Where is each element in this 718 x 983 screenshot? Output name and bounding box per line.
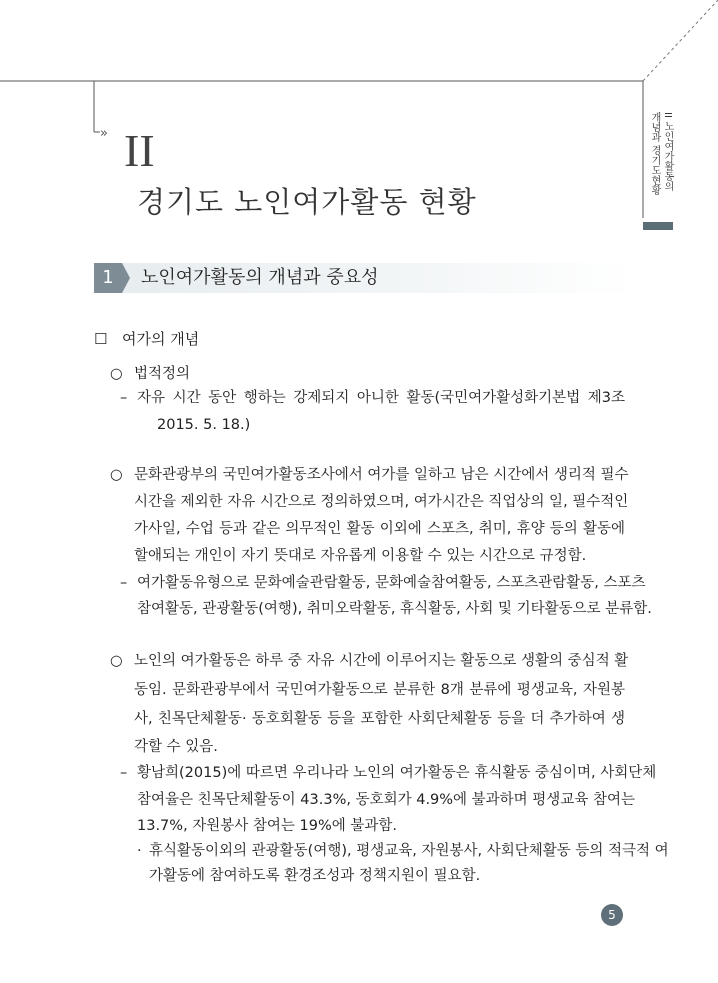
- heading-checkbox-marker: ☐: [94, 330, 108, 348]
- chapter-number: II: [124, 125, 155, 176]
- section-title: 노인여가활동의 개념과 중요성: [141, 267, 379, 288]
- circle-marker: ○: [110, 366, 123, 382]
- b3-line-1: 노인의 여가활동은 하루 중 자유 시간에 이루어지는 활동으로 생활의 중심적 활: [134, 653, 629, 669]
- b2-dash-line-2: 참여활동, 관광활동(여행), 취미오락활동, 휴식활동, 사회 및 기타활동으로 분류함.: [137, 601, 652, 617]
- dash-marker: –: [120, 575, 128, 591]
- b1-dash-line-1: 자유 시간 동안 행하는 강제되지 아니한 활동(국민여가활성화기본법 제3조: [137, 390, 625, 406]
- b2-line-4: 할애되는 개인이 자기 뜻대로 자유롭게 이용할 수 있는 시간으로 규정함.: [134, 548, 587, 564]
- b3-line-3: 사, 친목단체활동· 동호회활동 등을 포함한 사회단체활동 등을 더 추가하여 생: [134, 711, 625, 727]
- b2-line-3: 가사일, 수업 등과 같은 의무적인 활동 이외에 스포츠, 취미, 휴양 등의 활동에: [134, 521, 625, 537]
- dash-marker: –: [120, 390, 128, 406]
- b2-line-2: 시간을 제외한 자유 시간으로 정의하였으며, 여가시간은 직업상의 일, 필수적인: [134, 494, 629, 510]
- side-tab-line-1: II 노인여가활동의: [662, 112, 673, 192]
- b3-dash-line-1: 황남희(2015)에 따르면 우리나라 노인의 여가활동은 휴식활동 중심이며, 사회단체: [137, 765, 657, 781]
- section-badge-arrow: [122, 263, 130, 293]
- diagonal-dashed-rule: [643, 0, 718, 81]
- b3-dot-line-1: 휴식활동이외의 관광활동(여행), 평생교육, 자원봉사, 사회단체활동 등의 적극적 여: [149, 843, 669, 859]
- chapter-arrow-icon: »: [100, 126, 106, 141]
- dash-marker: –: [120, 765, 128, 781]
- heading-text: 여가의 개념: [122, 330, 200, 348]
- section-number-badge: 1: [94, 263, 122, 293]
- side-chapter-tab: [643, 108, 673, 198]
- circle-marker: ○: [110, 467, 123, 483]
- circle-marker: ○: [110, 653, 123, 669]
- b1-dash-line-2: 2015. 5. 18.): [157, 417, 251, 433]
- chapter-title: 경기도 노인여가활동 현황: [137, 185, 477, 219]
- b3-line-2: 동임. 문화관광부에서 국민여가활동으로 분류한 8개 분류에 평생교육, 자원봉: [134, 682, 625, 698]
- b2-dash-line-1: 여가활동유형으로 문화예술관람활동, 문화예술참여활동, 스포츠관람활동, 스포츠: [137, 575, 646, 591]
- page-number-badge: 5: [601, 904, 623, 926]
- side-tab-line-2: 개념과 경기도현황: [649, 112, 660, 196]
- b3-dot-line-2: 가활동에 참여하도록 환경조성과 정책지원이 필요함.: [149, 868, 481, 884]
- b3-dash-line-3: 13.7%, 자원봉사 참여는 19%에 불과함.: [137, 818, 398, 834]
- side-tab-bar: [643, 222, 673, 230]
- b2-line-1: 문화관광부의 국민여가활동조사에서 여가를 일하고 남은 시간에서 생리적 필수: [134, 467, 629, 483]
- b3-line-4: 각할 수 있음.: [134, 739, 218, 755]
- b3-dash-line-2: 참여율은 친목단체활동이 43.3%, 동호회가 4.9%에 불과하며 평생교육 참여는: [137, 792, 635, 808]
- b1-circle-text: 법적정의: [134, 366, 191, 382]
- dot-marker: ·: [137, 843, 142, 859]
